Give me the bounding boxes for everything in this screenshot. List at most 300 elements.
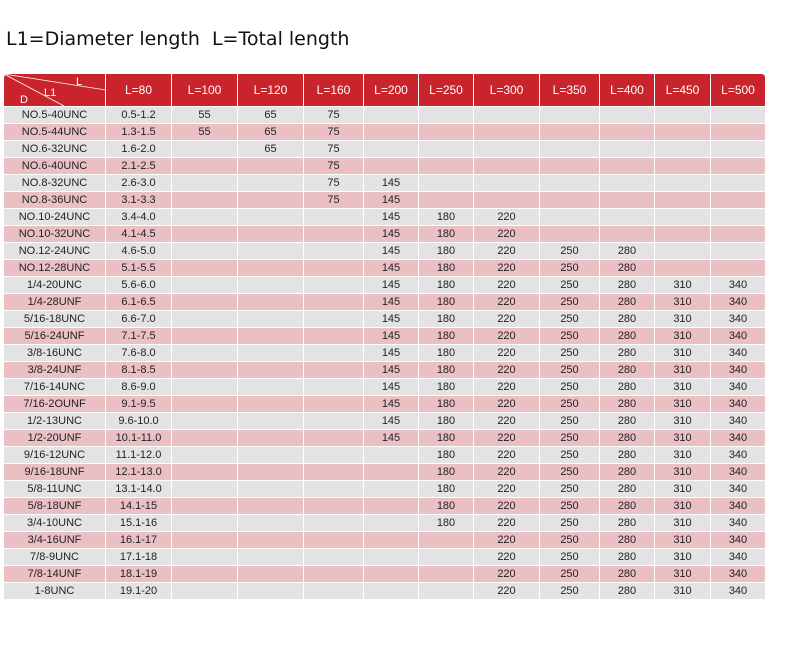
- diameter-range-cell: 2.6-3.0: [106, 175, 172, 192]
- length-value-cell: [304, 549, 364, 566]
- length-value-cell: [172, 345, 238, 362]
- length-value-cell: 310: [655, 345, 711, 362]
- length-value-cell: [238, 515, 304, 532]
- length-value-cell: 340: [711, 447, 766, 464]
- length-value-cell: 250: [540, 294, 600, 311]
- length-value-cell: 280: [600, 396, 655, 413]
- length-value-cell: [364, 464, 419, 481]
- length-value-cell: 65: [238, 107, 304, 124]
- length-value-cell: 280: [600, 549, 655, 566]
- length-value-cell: 145: [364, 260, 419, 277]
- diameter-range-cell: 14.1-15: [106, 498, 172, 515]
- column-header: L=200: [364, 74, 419, 107]
- length-value-cell: 220: [474, 362, 540, 379]
- length-value-cell: 75: [304, 141, 364, 158]
- length-value-cell: [364, 481, 419, 498]
- header-row: [4, 74, 766, 107]
- length-value-cell: [238, 583, 304, 600]
- length-value-cell: 145: [364, 328, 419, 345]
- length-value-cell: [540, 141, 600, 158]
- length-value-cell: 250: [540, 532, 600, 549]
- length-value-cell: [172, 515, 238, 532]
- length-value-cell: [419, 532, 474, 549]
- corner-l1-label: L1: [44, 87, 57, 99]
- column-header: L=400: [600, 74, 655, 107]
- diameter-range-cell: 0.5-1.2: [106, 107, 172, 124]
- length-value-cell: 280: [600, 464, 655, 481]
- length-value-cell: [655, 158, 711, 175]
- length-value-cell: [172, 192, 238, 209]
- length-value-cell: 75: [304, 107, 364, 124]
- diameter-range-cell: 12.1-13.0: [106, 464, 172, 481]
- length-value-cell: 220: [474, 498, 540, 515]
- diameter-range-cell: 17.1-18: [106, 549, 172, 566]
- length-value-cell: 250: [540, 243, 600, 260]
- length-value-cell: [419, 583, 474, 600]
- length-value-cell: 280: [600, 345, 655, 362]
- length-value-cell: [474, 124, 540, 141]
- thread-spec-cell: 5/16-18UNC: [4, 311, 106, 328]
- length-value-cell: [419, 192, 474, 209]
- length-value-cell: [364, 124, 419, 141]
- length-value-cell: 340: [711, 311, 766, 328]
- diameter-range-cell: 7.6-8.0: [106, 345, 172, 362]
- thread-spec-cell: NO.10-32UNC: [4, 226, 106, 243]
- length-value-cell: [474, 141, 540, 158]
- diameter-range-cell: 8.1-8.5: [106, 362, 172, 379]
- length-value-cell: [600, 209, 655, 226]
- length-value-cell: [540, 158, 600, 175]
- length-value-cell: [711, 175, 766, 192]
- length-value-cell: [600, 141, 655, 158]
- length-value-cell: [238, 209, 304, 226]
- length-value-cell: 180: [419, 464, 474, 481]
- length-value-cell: 75: [304, 124, 364, 141]
- length-value-cell: [304, 328, 364, 345]
- thread-spec-cell: 5/8-11UNC: [4, 481, 106, 498]
- length-value-cell: 310: [655, 481, 711, 498]
- length-value-cell: 180: [419, 430, 474, 447]
- column-header: L=160: [304, 74, 364, 107]
- length-value-cell: [238, 158, 304, 175]
- length-value-cell: [419, 175, 474, 192]
- length-value-cell: [600, 107, 655, 124]
- length-value-cell: [600, 124, 655, 141]
- length-value-cell: [364, 158, 419, 175]
- length-value-cell: 310: [655, 328, 711, 345]
- length-value-cell: [419, 141, 474, 158]
- length-value-cell: [172, 260, 238, 277]
- length-value-cell: [540, 124, 600, 141]
- length-value-cell: 340: [711, 396, 766, 413]
- length-value-cell: [711, 141, 766, 158]
- length-value-cell: 180: [419, 498, 474, 515]
- length-value-cell: 220: [474, 311, 540, 328]
- length-value-cell: [304, 243, 364, 260]
- length-value-cell: [474, 158, 540, 175]
- length-value-cell: [238, 413, 304, 430]
- table-row: [4, 328, 766, 345]
- length-value-cell: 145: [364, 294, 419, 311]
- length-value-cell: [655, 175, 711, 192]
- length-value-cell: 55: [172, 124, 238, 141]
- length-value-cell: [304, 430, 364, 447]
- length-value-cell: [600, 226, 655, 243]
- diameter-range-cell: 9.6-10.0: [106, 413, 172, 430]
- length-value-cell: 310: [655, 498, 711, 515]
- length-value-cell: 280: [600, 362, 655, 379]
- column-header: L=80: [106, 74, 172, 107]
- length-value-cell: 145: [364, 345, 419, 362]
- diameter-range-cell: 13.1-14.0: [106, 481, 172, 498]
- length-value-cell: 145: [364, 226, 419, 243]
- column-header: L=100: [172, 74, 238, 107]
- length-value-cell: 310: [655, 277, 711, 294]
- length-value-cell: 220: [474, 243, 540, 260]
- table-row: [4, 158, 766, 175]
- diameter-range-cell: 15.1-16: [106, 515, 172, 532]
- length-value-cell: 220: [474, 532, 540, 549]
- length-value-cell: [304, 226, 364, 243]
- length-value-cell: 220: [474, 396, 540, 413]
- thread-spec-cell: 9/16-18UNF: [4, 464, 106, 481]
- thread-spec-cell: 3/4-16UNF: [4, 532, 106, 549]
- length-value-cell: [238, 396, 304, 413]
- length-value-cell: [600, 158, 655, 175]
- length-value-cell: [364, 141, 419, 158]
- length-value-cell: 250: [540, 396, 600, 413]
- length-value-cell: 340: [711, 566, 766, 583]
- length-value-cell: 280: [600, 413, 655, 430]
- length-value-cell: [238, 379, 304, 396]
- corner-l-label: L: [76, 76, 83, 88]
- length-value-cell: 220: [474, 566, 540, 583]
- diameter-range-cell: 7.1-7.5: [106, 328, 172, 345]
- length-value-cell: 310: [655, 379, 711, 396]
- table-row: [4, 209, 766, 226]
- length-value-cell: 220: [474, 430, 540, 447]
- length-value-cell: [238, 175, 304, 192]
- length-value-cell: 145: [364, 209, 419, 226]
- table-row: [4, 107, 766, 124]
- length-value-cell: [172, 158, 238, 175]
- length-value-cell: 220: [474, 413, 540, 430]
- page-title: L1=Diameter length L=Total length: [6, 28, 350, 50]
- length-value-cell: [172, 532, 238, 549]
- length-value-cell: [304, 481, 364, 498]
- length-value-cell: 340: [711, 549, 766, 566]
- length-value-cell: 310: [655, 515, 711, 532]
- length-value-cell: [304, 532, 364, 549]
- length-value-cell: [172, 583, 238, 600]
- length-value-cell: 180: [419, 447, 474, 464]
- table-row: [4, 481, 766, 498]
- length-value-cell: [304, 498, 364, 515]
- length-value-cell: 220: [474, 345, 540, 362]
- thread-spec-cell: 9/16-12UNC: [4, 447, 106, 464]
- thread-spec-cell: NO.10-24UNC: [4, 209, 106, 226]
- length-value-cell: 180: [419, 209, 474, 226]
- thread-spec-cell: 1/4-28UNF: [4, 294, 106, 311]
- length-value-cell: 145: [364, 175, 419, 192]
- length-value-cell: 340: [711, 362, 766, 379]
- length-value-cell: [364, 549, 419, 566]
- length-value-cell: [304, 379, 364, 396]
- length-value-cell: [238, 311, 304, 328]
- length-value-cell: [172, 226, 238, 243]
- length-value-cell: [238, 566, 304, 583]
- length-value-cell: [364, 583, 419, 600]
- length-value-cell: [711, 158, 766, 175]
- length-value-cell: [600, 175, 655, 192]
- thread-spec-cell: 3/8-24UNF: [4, 362, 106, 379]
- length-value-cell: [419, 124, 474, 141]
- diameter-range-cell: 8.6-9.0: [106, 379, 172, 396]
- thread-spec-cell: 7/16-2OUNF: [4, 396, 106, 413]
- length-value-cell: 180: [419, 345, 474, 362]
- length-value-cell: 180: [419, 379, 474, 396]
- length-value-cell: [304, 515, 364, 532]
- thread-spec-cell: NO.12-24UNC: [4, 243, 106, 260]
- length-value-cell: [364, 515, 419, 532]
- table-row: [4, 396, 766, 413]
- length-value-cell: 340: [711, 498, 766, 515]
- diameter-range-cell: 4.6-5.0: [106, 243, 172, 260]
- length-value-cell: [364, 532, 419, 549]
- table-row: [4, 124, 766, 141]
- length-value-cell: [655, 260, 711, 277]
- length-value-cell: 310: [655, 413, 711, 430]
- table-row: [4, 277, 766, 294]
- length-value-cell: [540, 175, 600, 192]
- length-value-cell: 280: [600, 532, 655, 549]
- length-value-cell: [172, 481, 238, 498]
- length-value-cell: [711, 226, 766, 243]
- length-value-cell: 220: [474, 464, 540, 481]
- length-value-cell: 250: [540, 277, 600, 294]
- length-value-cell: 340: [711, 481, 766, 498]
- length-value-cell: [238, 294, 304, 311]
- length-value-cell: [304, 311, 364, 328]
- length-value-cell: [172, 413, 238, 430]
- length-value-cell: [172, 362, 238, 379]
- length-value-cell: [172, 430, 238, 447]
- length-value-cell: 310: [655, 549, 711, 566]
- length-value-cell: 280: [600, 481, 655, 498]
- thread-spec-cell: 1/2-13UNC: [4, 413, 106, 430]
- length-value-cell: 280: [600, 566, 655, 583]
- length-value-cell: [474, 192, 540, 209]
- length-value-cell: [172, 209, 238, 226]
- length-value-cell: 75: [304, 158, 364, 175]
- diameter-range-cell: 10.1-11.0: [106, 430, 172, 447]
- length-value-cell: 220: [474, 277, 540, 294]
- length-value-cell: [172, 141, 238, 158]
- thread-spec-cell: NO.5-44UNC: [4, 124, 106, 141]
- length-value-cell: [238, 430, 304, 447]
- table-row: [4, 362, 766, 379]
- length-value-cell: 310: [655, 362, 711, 379]
- column-header: L=350: [540, 74, 600, 107]
- length-value-cell: [540, 192, 600, 209]
- length-value-cell: 340: [711, 379, 766, 396]
- length-value-cell: 310: [655, 464, 711, 481]
- thread-spec-cell: NO.5-40UNC: [4, 107, 106, 124]
- length-value-cell: [238, 549, 304, 566]
- length-value-cell: [540, 226, 600, 243]
- length-value-cell: 280: [600, 447, 655, 464]
- length-value-cell: 145: [364, 379, 419, 396]
- diameter-range-cell: 19.1-20: [106, 583, 172, 600]
- length-value-cell: 180: [419, 311, 474, 328]
- length-value-cell: [238, 464, 304, 481]
- length-value-cell: 220: [474, 260, 540, 277]
- length-value-cell: [364, 107, 419, 124]
- thread-spec-cell: 1/2-20UNF: [4, 430, 106, 447]
- diameter-range-cell: 3.4-4.0: [106, 209, 172, 226]
- thread-spec-cell: NO.8-32UNC: [4, 175, 106, 192]
- table-row: [4, 515, 766, 532]
- length-value-cell: 220: [474, 583, 540, 600]
- diameter-range-cell: 5.6-6.0: [106, 277, 172, 294]
- length-value-cell: [304, 413, 364, 430]
- length-value-cell: 250: [540, 464, 600, 481]
- length-value-cell: 280: [600, 294, 655, 311]
- length-value-cell: [238, 498, 304, 515]
- length-value-cell: 340: [711, 464, 766, 481]
- length-value-cell: [540, 209, 600, 226]
- length-value-cell: 250: [540, 430, 600, 447]
- length-value-cell: [419, 107, 474, 124]
- length-value-cell: 250: [540, 447, 600, 464]
- length-value-cell: 180: [419, 294, 474, 311]
- length-value-cell: [172, 311, 238, 328]
- table-row: [4, 549, 766, 566]
- table-row: [4, 260, 766, 277]
- diameter-range-cell: 4.1-4.5: [106, 226, 172, 243]
- length-value-cell: 250: [540, 328, 600, 345]
- length-value-cell: [364, 566, 419, 583]
- column-header: L=300: [474, 74, 540, 107]
- spec-table: [4, 74, 766, 600]
- diameter-range-cell: 16.1-17: [106, 532, 172, 549]
- length-value-cell: 180: [419, 277, 474, 294]
- thread-spec-cell: 5/16-24UNF: [4, 328, 106, 345]
- length-value-cell: [172, 379, 238, 396]
- length-value-cell: [304, 362, 364, 379]
- length-value-cell: [655, 141, 711, 158]
- length-value-cell: 220: [474, 294, 540, 311]
- table-row: [4, 379, 766, 396]
- length-value-cell: 310: [655, 311, 711, 328]
- length-value-cell: 340: [711, 277, 766, 294]
- length-value-cell: [172, 294, 238, 311]
- length-value-cell: [238, 243, 304, 260]
- length-value-cell: [419, 158, 474, 175]
- length-value-cell: [711, 260, 766, 277]
- table-row: [4, 498, 766, 515]
- table-row: [4, 345, 766, 362]
- thread-spec-cell: 5/8-18UNF: [4, 498, 106, 515]
- length-value-cell: [238, 532, 304, 549]
- length-value-cell: 280: [600, 379, 655, 396]
- length-value-cell: 250: [540, 515, 600, 532]
- length-value-cell: [304, 464, 364, 481]
- diameter-range-cell: 5.1-5.5: [106, 260, 172, 277]
- length-value-cell: 280: [600, 277, 655, 294]
- corner-d-label: D: [20, 94, 28, 106]
- corner-cell: [4, 74, 106, 107]
- length-value-cell: [711, 107, 766, 124]
- length-value-cell: 280: [600, 243, 655, 260]
- length-value-cell: [304, 277, 364, 294]
- diameter-range-cell: 9.1-9.5: [106, 396, 172, 413]
- length-value-cell: 180: [419, 515, 474, 532]
- length-value-cell: [172, 243, 238, 260]
- length-value-cell: 250: [540, 362, 600, 379]
- length-value-cell: 340: [711, 583, 766, 600]
- diameter-range-cell: 2.1-2.5: [106, 158, 172, 175]
- length-value-cell: 145: [364, 192, 419, 209]
- length-value-cell: [474, 107, 540, 124]
- length-value-cell: 145: [364, 430, 419, 447]
- table-row: [4, 192, 766, 209]
- length-value-cell: 55: [172, 107, 238, 124]
- length-value-cell: [304, 260, 364, 277]
- length-value-cell: 220: [474, 447, 540, 464]
- length-value-cell: [172, 566, 238, 583]
- table-row: [4, 583, 766, 600]
- length-value-cell: 280: [600, 498, 655, 515]
- length-value-cell: [238, 260, 304, 277]
- length-value-cell: 310: [655, 396, 711, 413]
- length-value-cell: 310: [655, 583, 711, 600]
- length-value-cell: 310: [655, 566, 711, 583]
- length-value-cell: [711, 209, 766, 226]
- table-row: [4, 447, 766, 464]
- length-value-cell: 340: [711, 430, 766, 447]
- length-value-cell: [711, 124, 766, 141]
- length-value-cell: 145: [364, 243, 419, 260]
- length-value-cell: 310: [655, 430, 711, 447]
- table-row: [4, 532, 766, 549]
- length-value-cell: [238, 447, 304, 464]
- thread-spec-cell: 1/4-20UNC: [4, 277, 106, 294]
- table-row: [4, 464, 766, 481]
- thread-spec-cell: 7/16-14UNC: [4, 379, 106, 396]
- length-value-cell: 145: [364, 362, 419, 379]
- thread-spec-cell: NO.6-40UNC: [4, 158, 106, 175]
- length-value-cell: [238, 192, 304, 209]
- length-value-cell: 310: [655, 532, 711, 549]
- length-value-cell: 280: [600, 515, 655, 532]
- table-row: [4, 243, 766, 260]
- diameter-range-cell: 1.6-2.0: [106, 141, 172, 158]
- table-row: [4, 141, 766, 158]
- length-value-cell: 280: [600, 260, 655, 277]
- length-value-cell: [655, 209, 711, 226]
- length-value-cell: 180: [419, 243, 474, 260]
- length-value-cell: 180: [419, 396, 474, 413]
- length-value-cell: 280: [600, 328, 655, 345]
- length-value-cell: 340: [711, 532, 766, 549]
- length-value-cell: [655, 243, 711, 260]
- column-header: L=500: [711, 74, 766, 107]
- length-value-cell: [364, 447, 419, 464]
- length-value-cell: 250: [540, 345, 600, 362]
- length-value-cell: 180: [419, 226, 474, 243]
- length-value-cell: 250: [540, 566, 600, 583]
